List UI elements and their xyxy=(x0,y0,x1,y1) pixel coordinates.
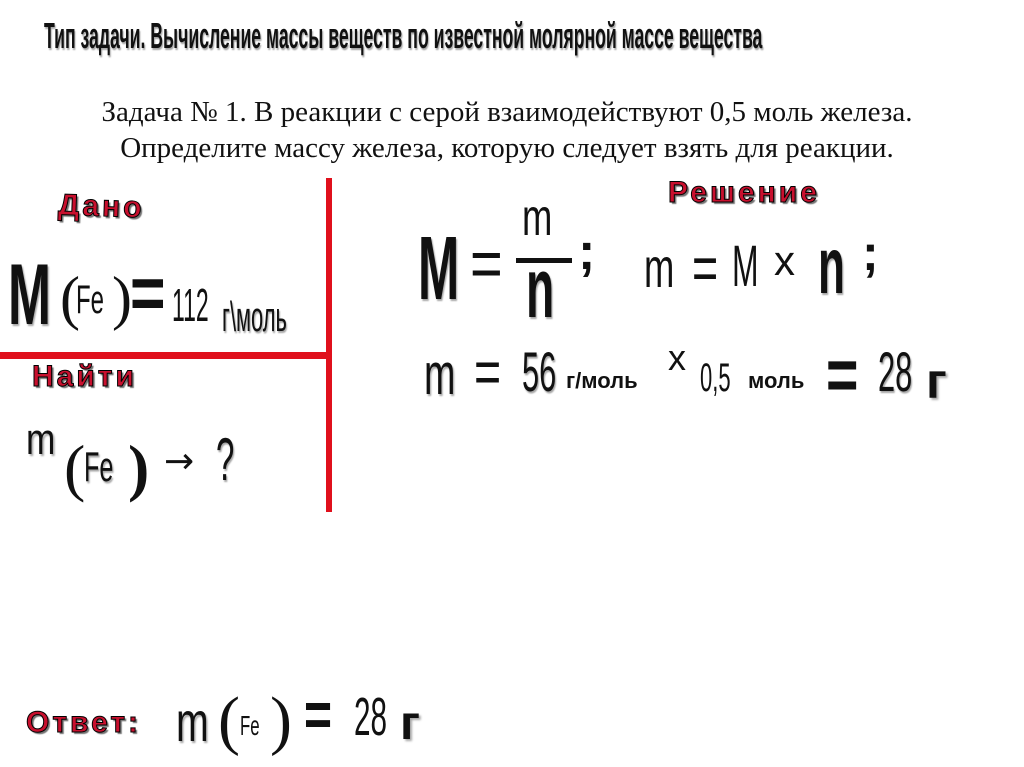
find-close-paren: ) xyxy=(128,432,150,503)
problem-line-1: Задача № 1. В реакции с серой взаимодействуют 0,5 моль железа. xyxy=(101,96,913,128)
answer-label: Ответ: xyxy=(26,706,142,739)
calc-equals: = xyxy=(474,338,502,407)
formula2-M: M xyxy=(732,234,759,299)
given-close-paren: ) xyxy=(112,265,132,331)
answer-unit: г xyxy=(400,697,420,750)
given-M: M xyxy=(8,247,51,343)
find-m: m xyxy=(26,415,56,464)
calc-amount: 0,5 xyxy=(700,356,731,400)
divider-vertical xyxy=(326,178,332,512)
answer-equals: = xyxy=(304,678,333,750)
given-open-paren: ( xyxy=(60,265,80,331)
formula2-times: x xyxy=(774,237,795,284)
formula1-denominator: n xyxy=(526,241,555,335)
calc-result-unit: г xyxy=(926,353,947,409)
calc-molar-unit: г/моль xyxy=(566,368,638,393)
formula1-numerator: m xyxy=(522,189,553,247)
formula1-lhs: M xyxy=(418,219,460,319)
formula2-equals: = xyxy=(692,232,719,304)
slide-title xyxy=(44,15,1024,56)
answer-m: m xyxy=(176,690,209,753)
solution-label: Решение xyxy=(668,176,820,209)
answer-value: 28 xyxy=(354,687,388,747)
find-arrow: → xyxy=(164,441,195,482)
problem-text xyxy=(0,98,1024,163)
calc-times: x xyxy=(668,337,686,378)
divider-horizontal xyxy=(0,352,332,359)
formula2-lhs: m xyxy=(644,236,675,299)
calc-lhs: m xyxy=(424,342,456,407)
answer-open-paren: ( xyxy=(218,684,240,757)
problem-line-2: Определите массу железа, которую следует взять для реакции. xyxy=(120,132,894,164)
formula2-n: n xyxy=(818,221,845,310)
calc-amount-unit: моль xyxy=(748,368,805,393)
calc-molar-mass: 56 xyxy=(522,340,557,403)
given-value: 112 xyxy=(172,279,209,331)
formula1-semicolon: ; xyxy=(578,223,596,281)
given-unit: г\моль xyxy=(222,293,287,340)
find-label: Найти xyxy=(32,360,137,393)
formula1-equals: = xyxy=(470,224,503,302)
calc-result: 28 xyxy=(878,340,913,403)
answer-close-paren: ) xyxy=(270,684,292,757)
given-equals: = xyxy=(130,251,166,336)
formula2-semicolon: ; xyxy=(862,225,879,281)
find-question: ? xyxy=(216,426,235,493)
given-element: Fe xyxy=(76,278,105,322)
find-open-paren: ( xyxy=(64,432,86,503)
slide-title-text: Тип задачи. Вычисление массы веществ по известной молярной массе вещества xyxy=(44,15,763,56)
given-label: Дано xyxy=(57,188,146,225)
find-element: Fe xyxy=(84,443,114,490)
answer-element: Fe xyxy=(240,710,260,741)
calc-equals-2: = xyxy=(826,333,859,416)
